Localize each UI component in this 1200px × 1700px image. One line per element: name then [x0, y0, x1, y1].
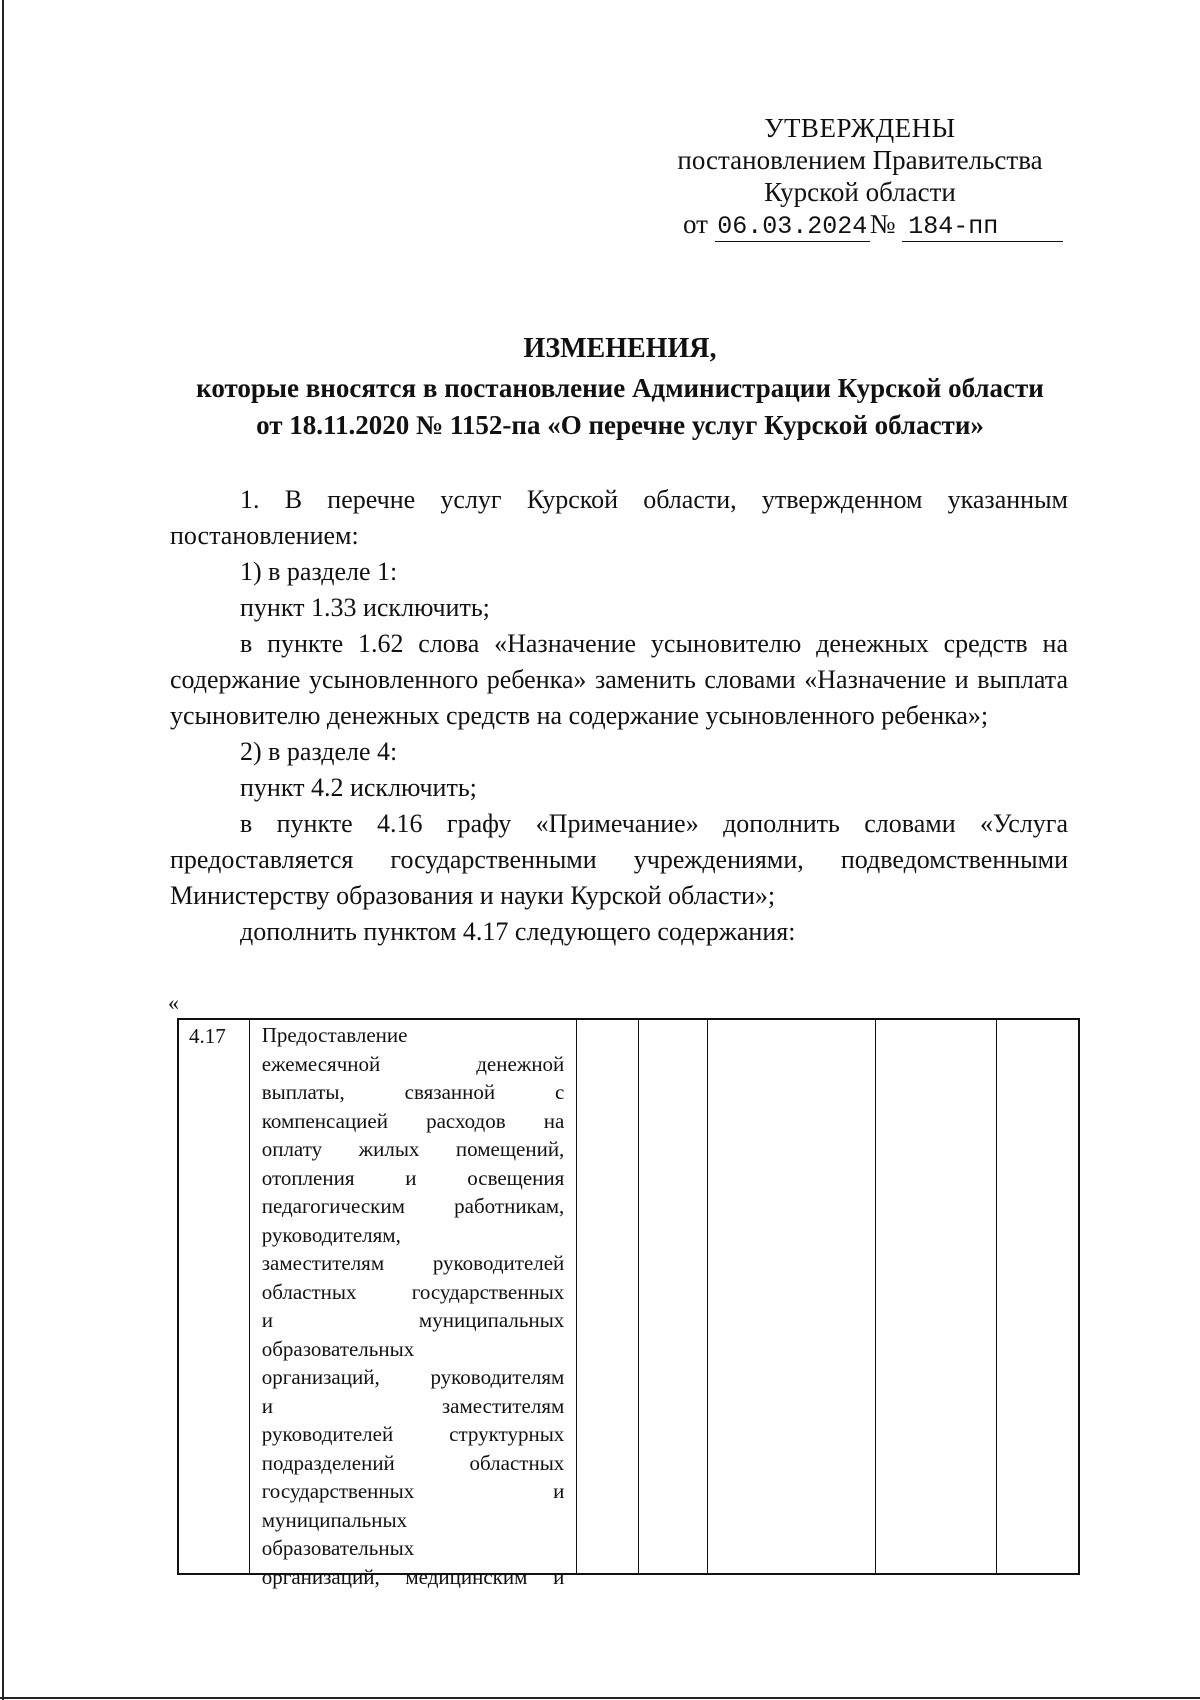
- service-name-line: подразделений областных: [261, 1450, 565, 1475]
- table-cell-number: 4.17: [179, 1020, 250, 1573]
- service-name-line: и заместителям: [261, 1393, 565, 1418]
- service-name-line: педагогическим работникам,: [261, 1194, 565, 1218]
- approval-date-line: [600, 208, 1120, 242]
- document-body: [170, 482, 1068, 950]
- paragraph-7: в пункте 4.16 графу «Примечание» дополнить словами «Услуга предоставляется государственными учреждениями, подведомственными Министерству образования и науки Курской области»;: [170, 809, 1068, 910]
- service-name-line: компенсацией расходов на: [261, 1108, 565, 1133]
- service-name-line: государственных и: [261, 1479, 565, 1503]
- services-table: [177, 1018, 1080, 1589]
- table-cell-empty-5: [708, 1020, 876, 1573]
- table-cell-empty-3: [577, 1020, 639, 1573]
- heading-title: ИЗМЕНЕНИЯ,: [523, 333, 717, 364]
- service-name-line: организаций, руководителям: [261, 1365, 565, 1389]
- service-name-line: руководителям,: [261, 1222, 401, 1247]
- heading-line-2: от 18.11.2020 № 1152-па «О перечне услуг Курской области»: [256, 410, 984, 440]
- service-name-line: оплату жилых помещений,: [261, 1137, 565, 1161]
- service-name-line: образовательных: [261, 1336, 415, 1361]
- service-name-line: областных государственных: [261, 1279, 565, 1304]
- paragraph-5: 2) в разделе 4:: [240, 737, 398, 766]
- paragraph-3: пункт 1.33 исключить;: [240, 593, 490, 622]
- decree-date: 06.03.2024: [715, 213, 870, 242]
- service-name-line: и муниципальных: [261, 1308, 565, 1332]
- scan-edge-bottom: [0, 1697, 1200, 1699]
- service-name-line: заместителям руководителей: [261, 1251, 565, 1275]
- paragraph-1: 1. В перечне услуг Курской области, утвержденном указанным постановлением:: [170, 485, 1068, 550]
- approval-line-1: постановлением Правительства: [677, 145, 1043, 175]
- service-name-line: организаций, медицинским и: [261, 1564, 565, 1589]
- table-cell-empty-7: [997, 1020, 1078, 1573]
- table-cell-empty-4: [639, 1020, 708, 1573]
- service-name-line: руководителей структурных: [261, 1422, 565, 1446]
- service-name-line: ежемесячной денежной: [261, 1051, 565, 1076]
- paragraph-4: в пункте 1.62 слова «Назначение усыновителю денежных средств на содержание усыновленного ребенка» заменить словами «Назначение и выплата усыновителю денежных средств на содержание усыновленного ребенка»;: [170, 629, 1068, 730]
- paragraph-6: пункт 4.2 исключить;: [240, 773, 477, 802]
- table-cell-empty-6: [876, 1020, 997, 1573]
- paragraph-8: дополнить пунктом 4.17 следующего содержания:: [240, 917, 796, 946]
- paragraph-2: 1) в разделе 1:: [240, 557, 398, 586]
- scan-edge-left: [2, 0, 4, 1700]
- service-name-line: образовательных: [261, 1536, 415, 1560]
- opening-quote: «: [168, 990, 179, 1015]
- table-cell-service-name: [250, 1020, 578, 1589]
- document-heading: [160, 330, 1080, 444]
- service-name-line: Предоставление: [261, 1023, 408, 1047]
- heading-line-1: которые вносятся в постановление Администрации Курской области: [196, 373, 1044, 403]
- date-prefix: от: [683, 209, 708, 239]
- service-name-line: муниципальных: [261, 1507, 408, 1532]
- decree-number: 184-пп: [902, 213, 1063, 242]
- service-name-line: отопления и освещения: [261, 1165, 565, 1190]
- approval-block: [600, 112, 1120, 242]
- approval-title: УТВЕРЖДЕНЫ: [764, 113, 956, 143]
- service-name-line: выплаты, связанной с: [261, 1080, 565, 1104]
- approval-line-2: Курской области: [764, 177, 956, 207]
- number-prefix: №: [869, 209, 896, 239]
